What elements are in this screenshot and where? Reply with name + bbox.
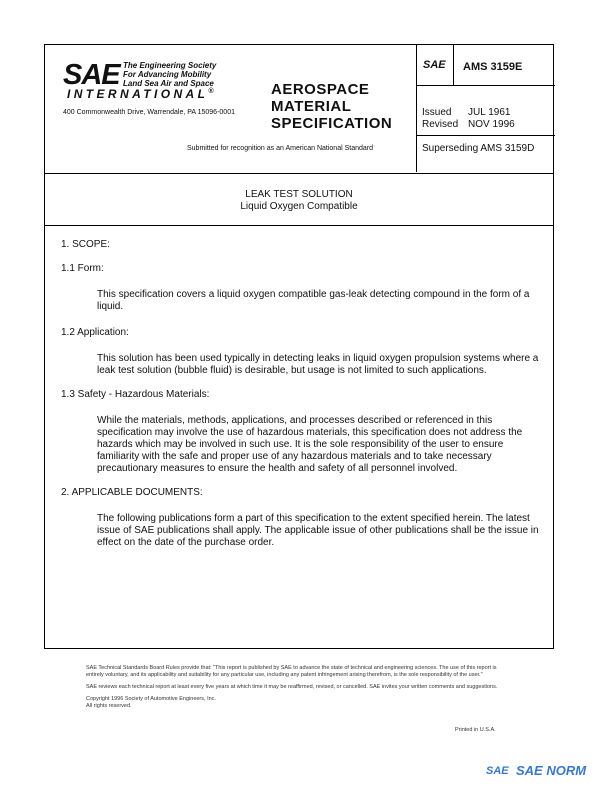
sae-logo-mark: SAE xyxy=(63,59,120,91)
copyright: Copyright 1996 Society of Automotive Engineers, Inc. xyxy=(86,696,216,702)
doc-type-line: SPECIFICATION xyxy=(271,115,393,132)
document-header xyxy=(45,45,553,174)
doc-type-line: MATERIAL xyxy=(271,98,352,115)
document-footer xyxy=(86,665,506,710)
issued-label: Issued xyxy=(422,107,452,118)
ams-box-divider xyxy=(453,45,454,85)
ams-number: AMS 3159E xyxy=(463,61,523,73)
superseding: Superseding AMS 3159D xyxy=(422,143,535,154)
title-line: LEAK TEST SOLUTION xyxy=(245,189,353,200)
paragraph: This specification covers a liquid oxygen compatible gas-leak detecting compound in the form of a liquid. xyxy=(97,289,530,312)
section-heading: 1.2 Application: xyxy=(61,327,129,338)
issued-row xyxy=(422,107,511,119)
registered-mark: ® xyxy=(208,88,214,95)
revised-label: Revised xyxy=(422,119,459,130)
footer-paragraph: SAE reviews each technical report at least every five years at which time it may be reaffirmed, revised, or cancelled. SAE invites your written comments and suggestions. xyxy=(86,684,498,690)
intl-text: INTERNATIONAL xyxy=(67,87,209,101)
section-heading: 1.3 Safety - Hazardous Materials: xyxy=(61,389,210,400)
rights-reserved: All rights reserved. xyxy=(86,703,132,709)
printed-in: Printed in U.S.A. xyxy=(455,727,496,733)
tagline-line: The Engineering Society xyxy=(123,61,217,70)
sae-tagline xyxy=(123,61,243,88)
issued-value: JUL 1961 xyxy=(468,107,511,118)
section-heading: 1.1 Form: xyxy=(61,263,104,274)
document-frame xyxy=(44,44,554,649)
watermark-text: SAE NORM xyxy=(516,763,587,778)
document-title xyxy=(45,189,553,213)
title-divider xyxy=(45,225,553,226)
ams-sae-mark: SAE xyxy=(423,59,446,71)
subtitle-line: Liquid Oxygen Compatible xyxy=(240,201,358,212)
issue-dates xyxy=(422,107,515,131)
section-heading: 2. APPLICABLE DOCUMENTS: xyxy=(61,487,203,498)
submitted-note: Submitted for recognition as an American National Standard xyxy=(187,145,373,152)
doc-type-line: AEROSPACE xyxy=(271,81,370,98)
sae-address: 400 Commonwealth Drive, Warrendale, PA 15096-0001 xyxy=(63,109,235,116)
tagline-line: Land Sea Air and Space xyxy=(123,79,214,88)
revised-value: NOV 1996 xyxy=(468,119,515,130)
paragraph: While the materials, methods, applications, and processes described or referenced in this specification may involve the use of hazardous materials, this specification does not address the hazards which may be involved in such use. It is the sole responsibility of the user to ensure familiarity with the safe and proper use of any hazardous materials and to take necessary precautionary measures to ensure the health and safety of all personnel involved. xyxy=(97,415,523,474)
revised-row xyxy=(422,119,515,131)
document-type xyxy=(271,81,392,132)
tagline-line: For Advancing Mobility xyxy=(123,70,212,79)
footer-paragraph: SAE Technical Standards Board Rules provide that: "This report is published by SAE to advance the state of technical and engineering sciences. The use of this report is entirely voluntary, and its applicability and suitability for any particular use, including any patent infringement arising therefrom, is the sole responsibility of the user." xyxy=(86,665,497,678)
paragraph: This solution has been used typically in detecting leaks in liquid oxygen propulsion systems where a leak test solution (bubble fluid) is desirable, but usage is not limited to such applications. xyxy=(97,353,539,376)
watermark-mark: SAE xyxy=(486,765,509,777)
superseding-divider xyxy=(416,135,555,136)
paragraph: The following publications form a part of this specification to the extent specified herein. The latest issue of SAE publications shall apply. The applicable issue of other publications shall be the issue in effect on the date of the purchase order. xyxy=(97,513,539,548)
section-heading: 1. SCOPE: xyxy=(61,239,110,250)
international-label xyxy=(67,87,213,101)
